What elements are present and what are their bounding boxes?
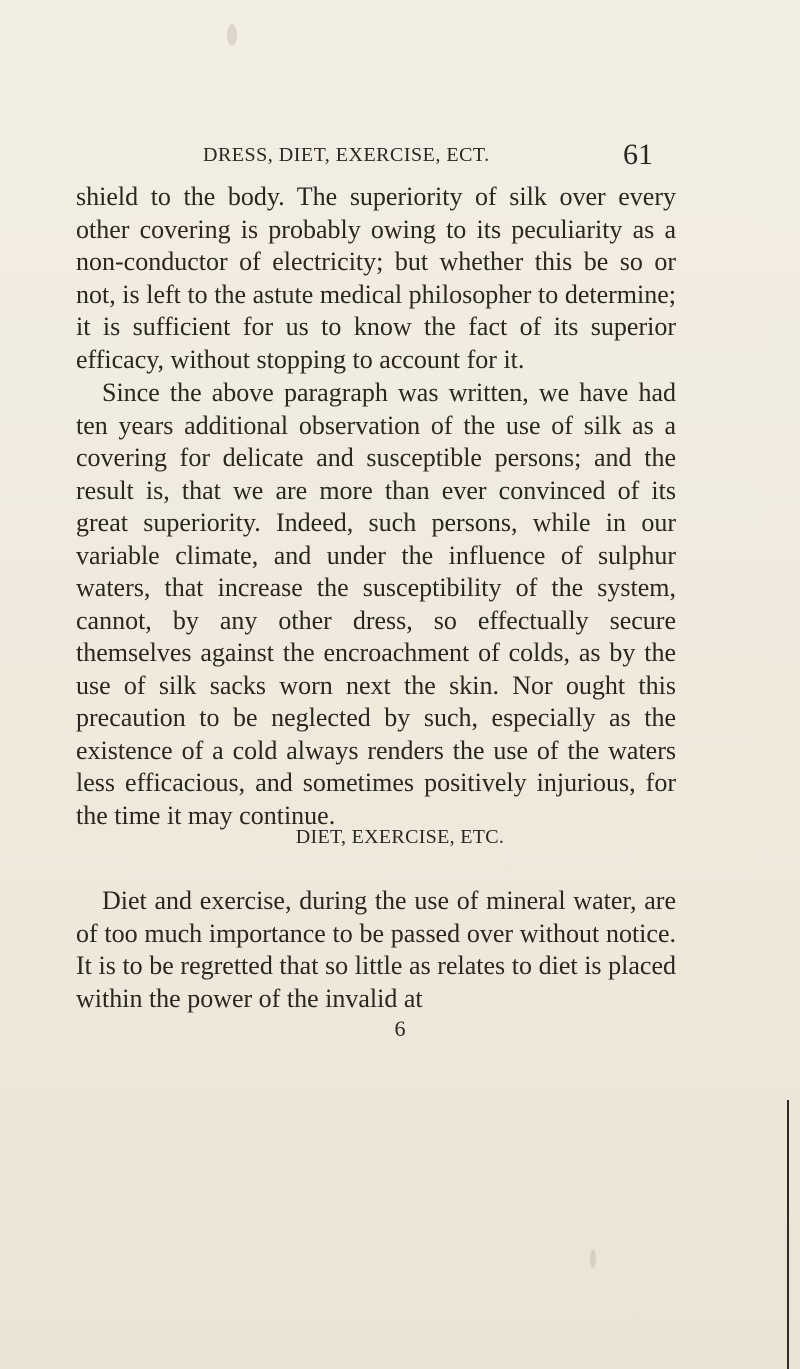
- paper-smudge: [590, 1250, 596, 1268]
- section-heading: DIET, EXERCISE, ETC.: [295, 826, 505, 848]
- running-title: DRESS, DIET, EXERCISE, ECT.: [203, 144, 490, 166]
- page-number: 61: [623, 138, 653, 171]
- paragraph-silk-observation: Since the above paragraph was written, we have had ten years additional observation of the use of silk as a covering for delicate and susceptible persons; and the result is, that we are more than ever convinced of its great superiority. Indeed, such persons, while in our variable climate, and under the influence of sulphur waters, that increase the susceptibility of the system, cannot, by any other dress, so effectually secure themselves against the encroachment of colds, as by the use of silk sacks worn next the skin. Nor ought this precaution to be neglected by such, especially as the existence of a cold always renders the use of the waters less efficacious, and sometimes positively injurious, for the time it may continue.: [76, 378, 676, 830]
- running-head: [203, 140, 653, 170]
- paragraph-continued: shield to the body. The superiority of silk over every other covering is probably owing to its peculiarity as a non-conductor of electricity; but whether this be so or not, is left to the astute medical philosopher to determine; it is sufficient for us to know the fact of its superior efficacy, without stopping to account for it.: [76, 182, 676, 374]
- scan-edge-line: [787, 1100, 789, 1369]
- paragraph-diet-exercise: Diet and exercise, during the use of mineral water, are of too much importance to be passed over without notice. It is to be regretted that so little as relates to diet is placed within the power of the invalid at: [76, 886, 676, 1013]
- signature-mark: 6: [394, 1016, 406, 1041]
- paper-smudge: [227, 24, 237, 46]
